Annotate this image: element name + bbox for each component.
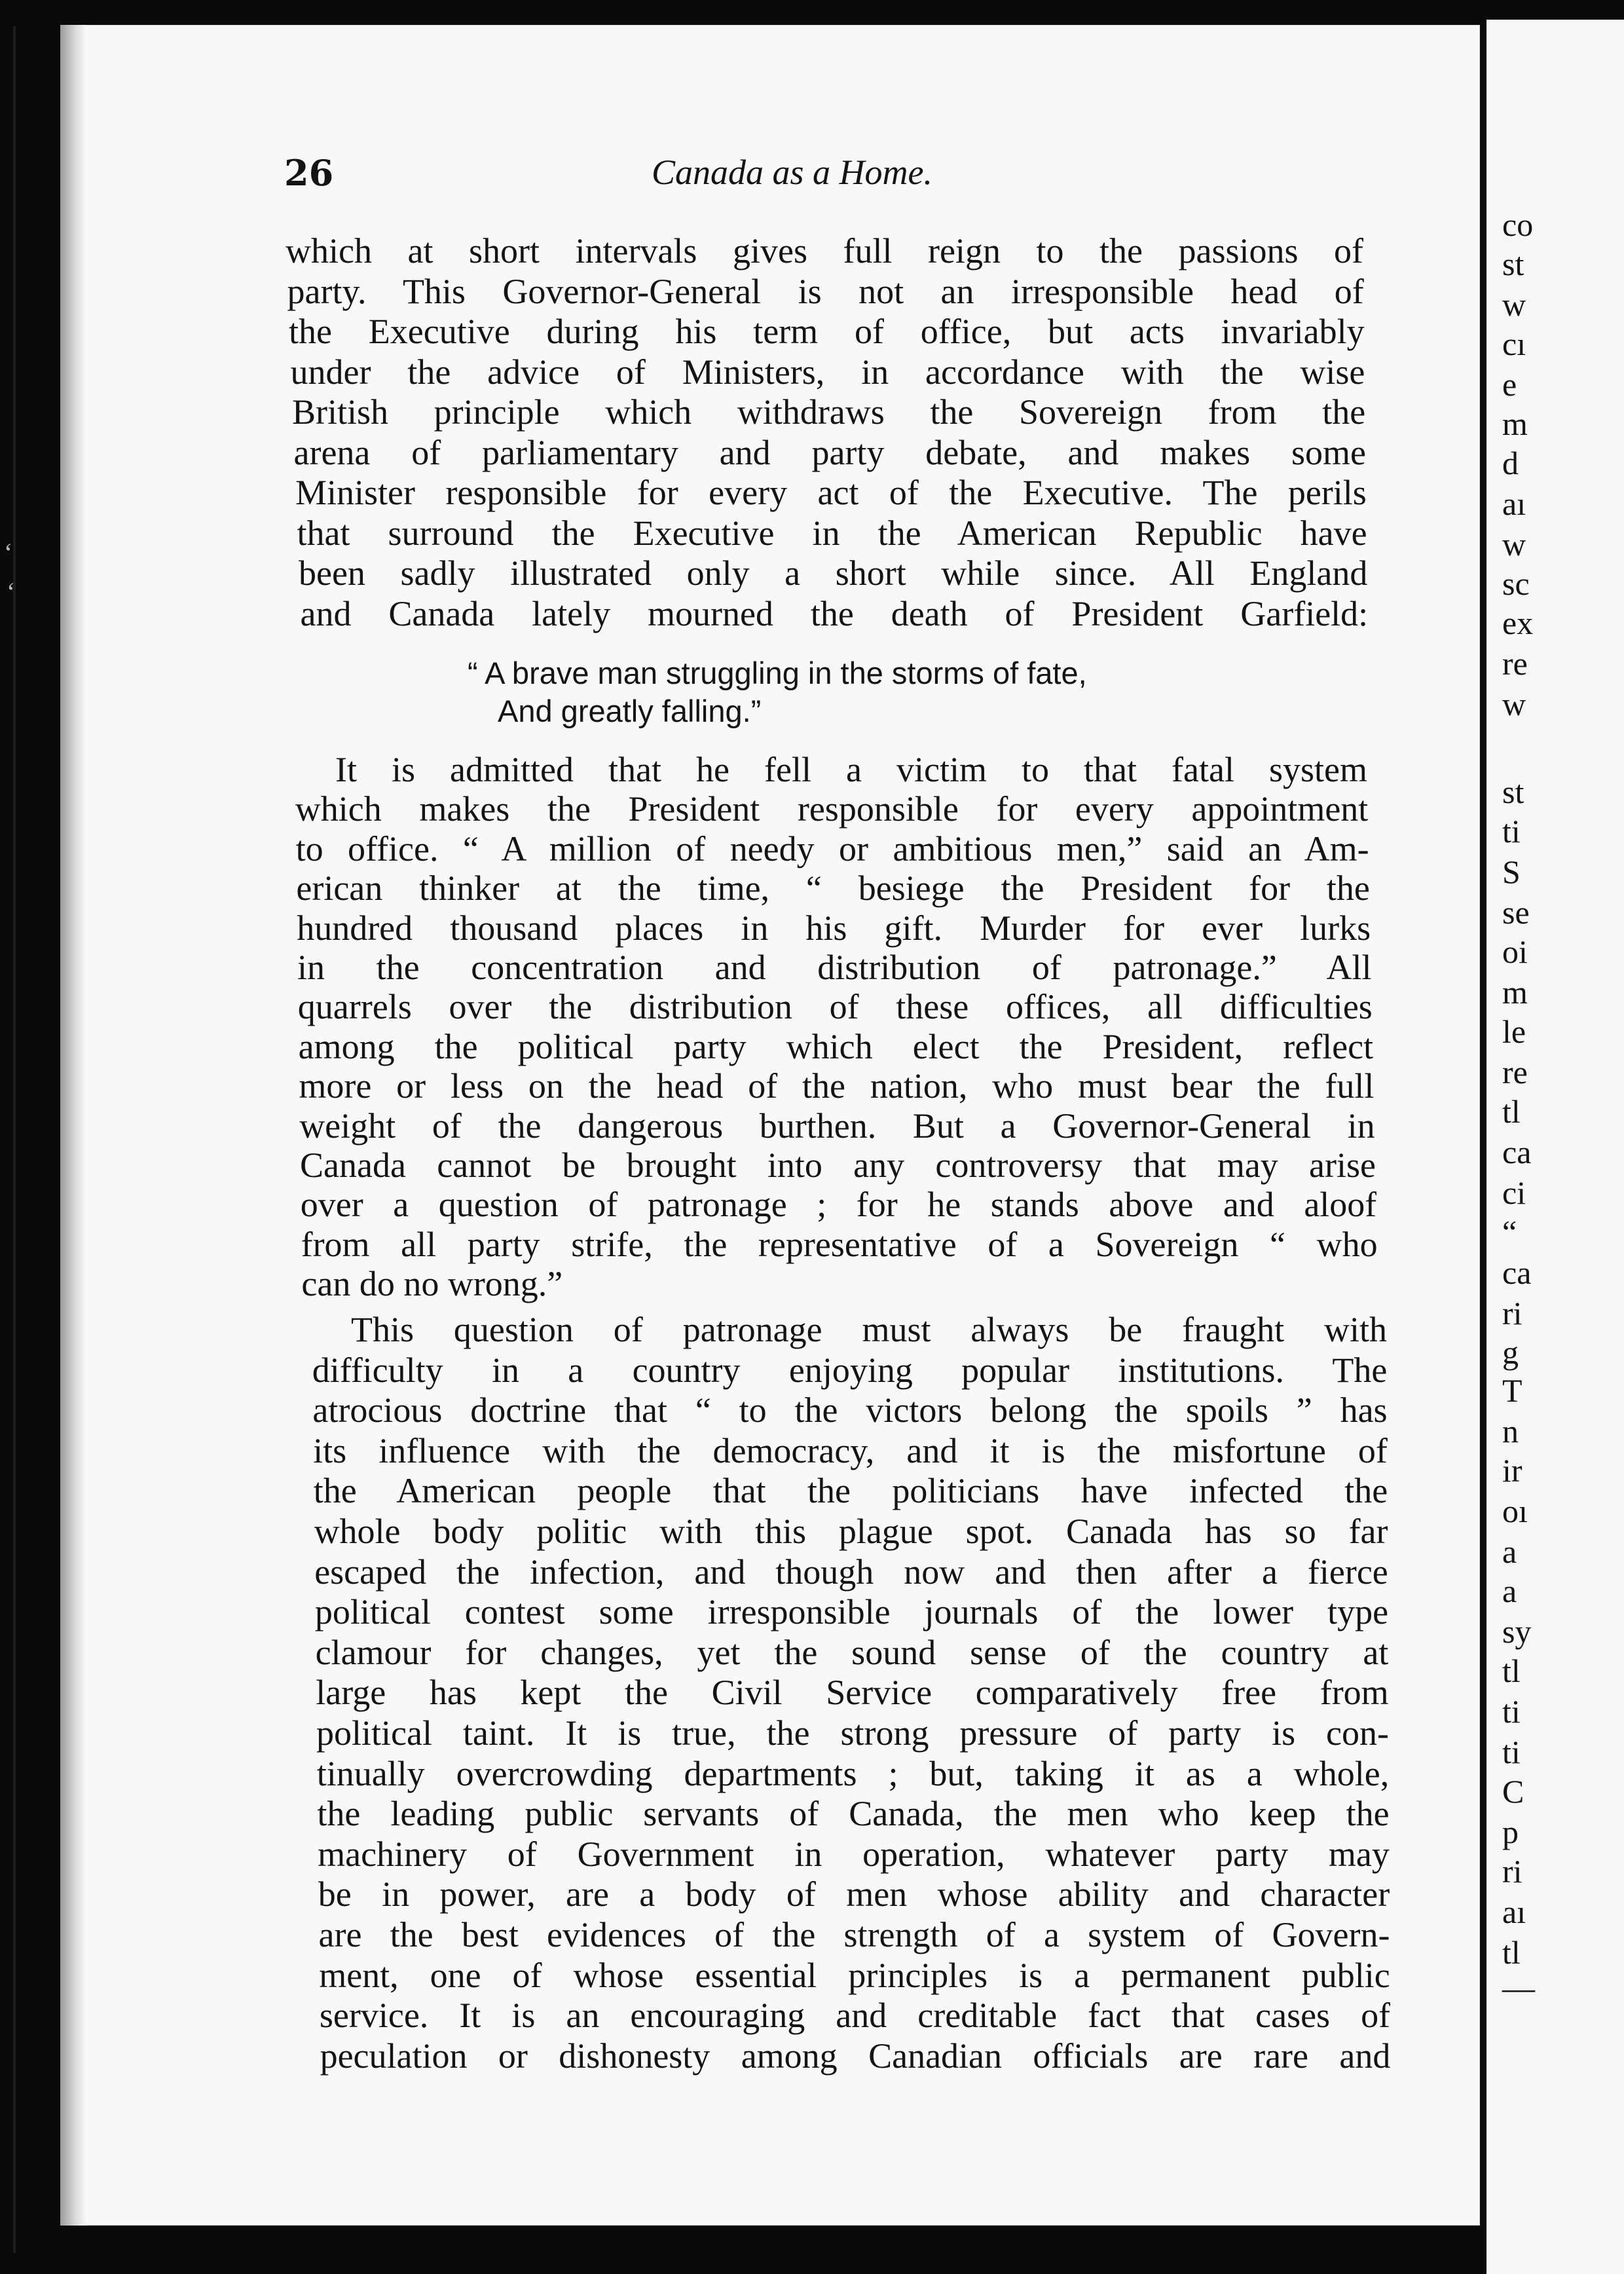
text-line: can do no wrong.” <box>301 1264 563 1304</box>
text-line: peculation or dishonesty among Canadian officials are rare and <box>320 2036 1391 2076</box>
facing-page-fragment: le <box>1502 1013 1526 1050</box>
text-line: in the concentration and distribution of patronage.” All <box>297 948 1372 987</box>
margin-speck: ʻ <box>4 538 13 567</box>
running-title: Canada as a Home. <box>652 153 932 192</box>
text-line: whole body politic with this plague spot. Canada has so far <box>314 1512 1388 1551</box>
text-line: to office. “ A million of needy or ambitious men,” said an Am- <box>295 829 1369 868</box>
text-line: the American people that the politicians have infected the <box>313 1471 1388 1511</box>
facing-page-fragment: g <box>1502 1334 1519 1371</box>
text-line: hundred thousand places in his gift. Murder for ever lurks <box>297 908 1371 948</box>
facing-page-fragment: ca <box>1502 1134 1532 1170</box>
facing-page-edge <box>1486 20 1624 2274</box>
facing-page-fragment: p <box>1502 1814 1519 1850</box>
facing-page-fragment: se <box>1502 894 1530 931</box>
facing-page-fragment: co <box>1502 206 1534 243</box>
binding-edge <box>13 26 16 2253</box>
facing-page-fragment: cı <box>1502 326 1526 362</box>
text-line: which at short intervals gives full reign to the passions of <box>286 231 1363 270</box>
text-line: from all party strife, the representative of a Sovereign “ who <box>301 1224 1378 1264</box>
text-line: political contest some irresponsible journals of the lower type <box>314 1592 1389 1632</box>
text-line: service. It is an encouraging and creditable fact that cases of <box>319 1996 1391 2036</box>
facing-page-fragment: ca <box>1502 1254 1532 1291</box>
facing-page-fragment: ir <box>1502 1452 1522 1489</box>
text-line: be in power, are a body of men whose ability and character <box>318 1874 1390 1914</box>
facing-page-fragment: w <box>1502 686 1526 722</box>
text-line: the Executive during his term of office, but acts invariably <box>289 312 1365 351</box>
text-line: difficulty in a country enjoying popular institutions. The <box>312 1350 1388 1390</box>
quote-line: And greatly falling.” <box>498 694 762 728</box>
facing-page-fragment: oı <box>1502 1493 1528 1529</box>
facing-page-fragment: tl <box>1502 1093 1521 1130</box>
facing-page-fragment: w <box>1502 286 1526 323</box>
facing-page-fragment: ti <box>1502 1734 1521 1770</box>
text-line: and Canada lately mourned the death of President Garfield: <box>300 593 1369 633</box>
page-number: 26 <box>284 152 334 194</box>
facing-page-fragment: “ <box>1502 1214 1517 1250</box>
facing-page-fragment: re <box>1502 1054 1528 1090</box>
text-line: It is admitted that he fell a victim to that fatal system <box>335 750 1367 789</box>
facing-page-fragment: ri <box>1502 1853 1522 1890</box>
text-line: escaped the infection, and though now and then after a fierce <box>314 1552 1388 1592</box>
facing-page-fragment: st <box>1502 246 1524 282</box>
text-line: machinery of Government in operation, whatever party may <box>318 1834 1390 1874</box>
text-line: political taint. It is true, the strong pressure of party is con- <box>316 1713 1389 1753</box>
facing-page-fragment: T <box>1502 1372 1522 1409</box>
facing-page-fragment: sc <box>1502 565 1530 602</box>
facing-page-fragment: sy <box>1502 1613 1532 1650</box>
quote-line: “ A brave man struggling in the storms of fate, <box>468 656 1087 690</box>
facing-page-fragment: m <box>1502 974 1528 1011</box>
facing-page-fragment: ci <box>1502 1174 1526 1211</box>
facing-page-fragment: m <box>1502 405 1528 442</box>
facing-page-fragment: st <box>1502 774 1524 810</box>
facing-page-fragment: C <box>1502 1773 1524 1810</box>
text-line: are the best evidences of the strength of a system of Govern- <box>318 1915 1390 1954</box>
facing-page-fragment: re <box>1502 645 1528 682</box>
text-line: clamour for changes, yet the sound sense of the country at <box>315 1632 1389 1672</box>
facing-page-fragment: n <box>1502 1413 1519 1449</box>
facing-page-fragment: e <box>1502 366 1517 403</box>
text-line: arena of parliamentary and party debate, and makes some <box>293 432 1366 472</box>
facing-page-fragment: a <box>1502 1573 1517 1609</box>
text-line: been sadly illustrated only a short while since. All England <box>299 553 1368 593</box>
facing-page-fragment: tl <box>1502 1934 1521 1971</box>
page-gutter-shadow <box>60 25 86 2226</box>
text-line: Minister responsible for every act of the Executive. The perils <box>295 473 1367 512</box>
text-line: ment, one of whose essential principles is a permanent public <box>319 1955 1390 1995</box>
text-line: which makes the President responsible for every appointment <box>295 789 1369 829</box>
facing-page-fragment: a <box>1502 1533 1517 1570</box>
text-line: the leading public servants of Canada, the men who keep the <box>317 1794 1390 1834</box>
text-line: among the political party which elect the President, reflect <box>298 1026 1374 1066</box>
text-line: erican thinker at the time, “ besiege the President for the <box>296 868 1370 908</box>
text-line: atrocious doctrine that “ to the victors belong the spoils ” has <box>312 1390 1388 1430</box>
margin-speck: ʻ <box>7 577 16 606</box>
facing-page-fragment: aı <box>1502 1893 1526 1930</box>
text-line: Canada cannot be brought into any controversy that may arise <box>300 1146 1376 1185</box>
text-line: party. This Governor-General is not an irresponsible head of <box>287 271 1364 311</box>
facing-page-fragment: w <box>1502 526 1526 563</box>
facing-page-fragment: ex <box>1502 605 1534 641</box>
facing-page-fragment: S <box>1502 853 1521 890</box>
text-line: tinually overcrowding departments ; but, taking it as a whole, <box>316 1753 1390 1793</box>
facing-page-fragment: — <box>1502 1969 1535 2006</box>
text-line: This question of patronage must always be fraught with <box>351 1310 1387 1349</box>
facing-page-fragment: ri <box>1502 1295 1522 1332</box>
text-line: British principle which withdraws the Sovereign from the <box>292 392 1366 432</box>
text-line: quarrels over the distribution of these offices, all difficulties <box>297 987 1373 1027</box>
text-line: under the advice of Ministers, in accordance with the wise <box>290 352 1365 392</box>
facing-page-fragment: aı <box>1502 485 1526 522</box>
text-line: weight of the dangerous burthen. But a Governor-General in <box>299 1106 1375 1146</box>
text-line: more or less on the head of the nation, who must bear the full <box>299 1066 1375 1106</box>
facing-page-fragment: d <box>1502 445 1519 481</box>
text-line: its influence with the democracy, and it is the misfortune of <box>313 1430 1388 1470</box>
facing-page-fragment: oi <box>1502 933 1528 970</box>
facing-page-fragment: tl <box>1502 1652 1521 1689</box>
text-line: large has kept the Civil Service comparatively free from <box>316 1673 1389 1713</box>
text-line: that surround the Executive in the American Republic have <box>297 513 1367 553</box>
facing-page-fragment: ti <box>1502 1693 1521 1730</box>
facing-page-fragment: ti <box>1502 813 1521 849</box>
text-line: over a question of patronage ; for he stands above and aloof <box>300 1185 1377 1225</box>
